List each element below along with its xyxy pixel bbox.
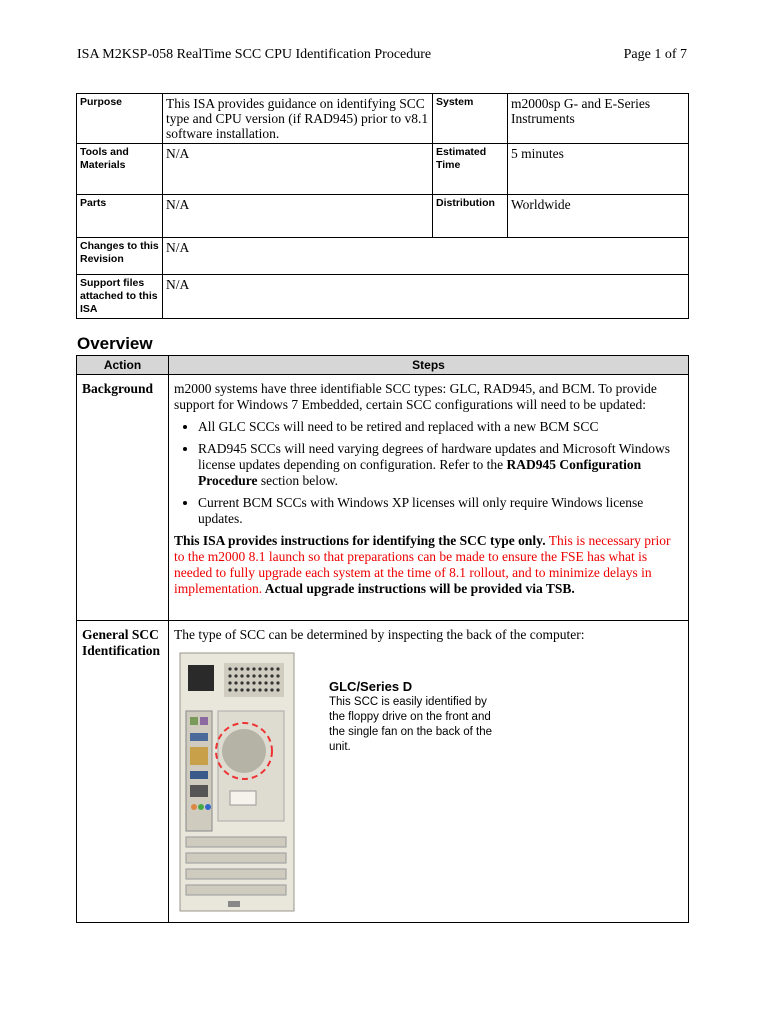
support-label: Support files attached to this ISA	[77, 275, 163, 319]
changes-value: N/A	[163, 238, 689, 275]
background-action: Background	[77, 375, 169, 621]
parts-value: N/A	[163, 195, 433, 238]
purpose-label: Purpose	[77, 94, 163, 144]
overview-heading: Overview	[77, 334, 153, 353]
steps-column-header: Steps	[169, 356, 689, 375]
info-table	[76, 93, 689, 319]
bullet-rad945	[198, 441, 683, 489]
bullet-bcm: • Current BCM SCCs with Windows XP licenses will only require Windows license updates.	[198, 495, 683, 527]
background-steps	[169, 375, 689, 621]
distribution-label: Distribution	[433, 195, 508, 238]
bullet-rad945-suffix: section below.	[257, 473, 338, 488]
computer-tower-icon	[178, 651, 298, 916]
system-value: m2000sp G- and E-Series Instruments	[508, 94, 689, 144]
note-end: Actual upgrade instructions will be provided via TSB.	[262, 581, 575, 596]
steps-table	[76, 355, 689, 923]
background-intro: m2000 systems have three identifiable SCC types: GLC, RAD945, and BCM. To provide support for Windows 7 Embedded, certain SCC configurations will need to be updated:	[174, 381, 657, 412]
system-label: System	[433, 94, 508, 144]
general-action: General SCC Identification	[77, 621, 169, 923]
note-red: This is necessary prior to the m2000 8.1 launch so that preparations can be made to ensure the FSE has what is needed to fully upgrade each system at the time of 8.1 rollout, and to minimize delays in implementation.	[174, 533, 671, 596]
purpose-value: This ISA provides guidance on identifying SCC type and CPU version (if RAD945) prior to v8.1 software installation.	[163, 94, 433, 144]
tools-label: Tools and Materials	[77, 144, 163, 195]
glc-series-description: This SCC is easily identified by the floppy drive on the front and the single fan on the back of the unit.	[329, 696, 493, 753]
document-header-title: ISA M2KSP-058 RealTime SCC CPU Identification Procedure	[77, 47, 432, 62]
general-intro: The type of SCC can be determined by inspecting the back of the computer:	[174, 627, 585, 642]
glc-series-title: GLC/Series D	[329, 679, 413, 694]
note-bold: This ISA provides instructions for identifying the SCC type only.	[174, 533, 546, 548]
page-number: Page 1 of 7	[623, 47, 687, 62]
time-label: Estimated Time	[433, 144, 508, 195]
action-column-header: Action	[77, 356, 169, 375]
background-bullets	[174, 419, 683, 527]
time-value: 5 minutes	[508, 144, 689, 195]
rad945-procedure-ref: RAD945 Configuration Procedure	[198, 457, 642, 488]
changes-label: Changes to this Revision	[77, 238, 163, 275]
background-note	[174, 533, 683, 597]
tools-value: N/A	[163, 144, 433, 195]
distribution-value: Worldwide	[508, 195, 689, 238]
support-value: N/A	[163, 275, 689, 319]
general-steps	[169, 621, 689, 923]
parts-label: Parts	[77, 195, 163, 238]
bullet-rad945-text: RAD945 SCCs will need varying degrees of hardware updates and Microsoft Windows license updates depending on configuration. Refer to the	[198, 441, 670, 472]
bullet-glc: • All GLC SCCs will need to be retired and replaced with a new BCM SCC	[198, 419, 683, 435]
computer-back-photo	[178, 651, 298, 916]
